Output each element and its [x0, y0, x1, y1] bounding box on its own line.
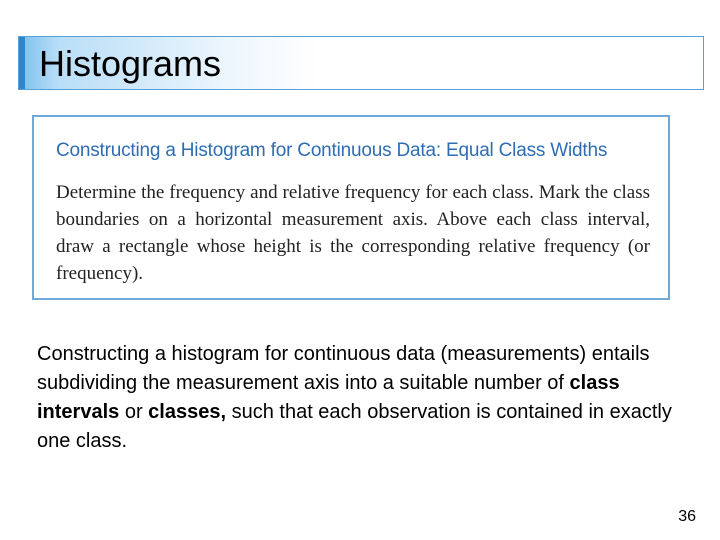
paragraph-text-3: such that each observation is contained in exactly one class.	[37, 401, 672, 452]
page-number: 36	[678, 508, 696, 525]
title-bar	[18, 36, 704, 90]
definition-heading: Constructing a Histogram for Continuous Data: Equal Class Widths	[56, 140, 608, 161]
paragraph-text-2: or	[119, 401, 149, 423]
definition-body: Determine the frequency and relative frequency for each class. Mark the class boundaries on a horizontal measurement axis. Above each class interval, draw a rectangle whose height is the corresponding relative frequency (or frequency).	[56, 182, 650, 284]
definition-box	[32, 115, 670, 300]
paragraph-text-1: Constructing a histogram for continuous data (measurements) entails subdividing the measurement axis into a suitable number of	[37, 343, 650, 394]
title-bar-accent	[19, 37, 25, 89]
slide-title: Histograms	[39, 43, 222, 84]
paragraph-bold-classes: classes,	[148, 401, 227, 423]
body-paragraph	[37, 340, 677, 456]
paragraph-bold-class-intervals: class intervals	[37, 372, 620, 423]
